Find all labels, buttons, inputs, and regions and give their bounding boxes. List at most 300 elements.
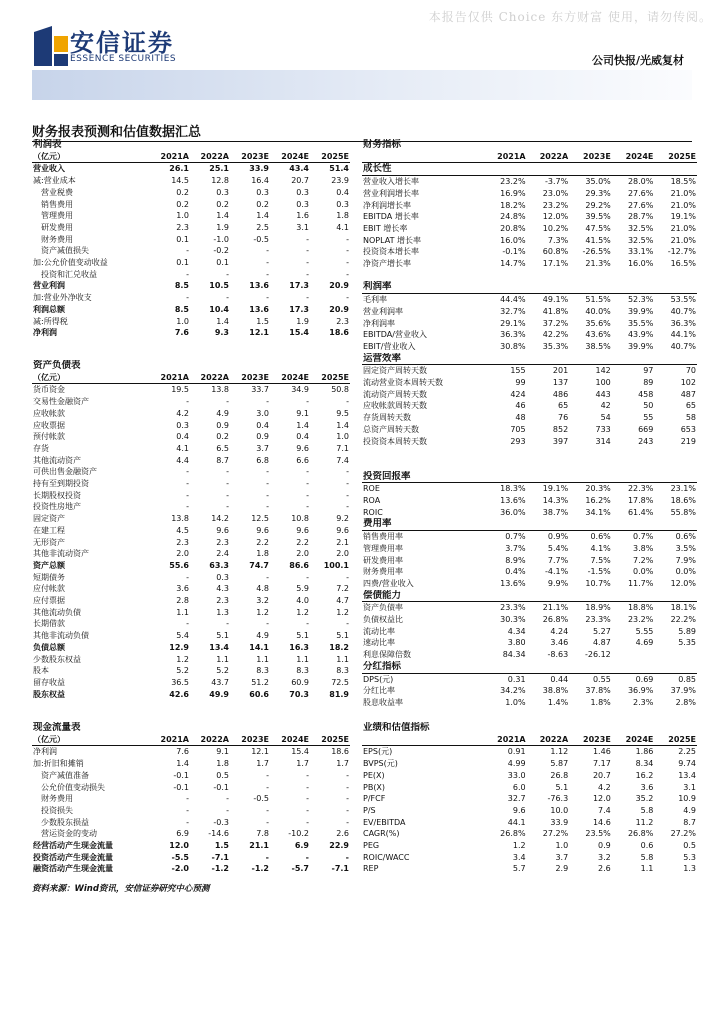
cell-value: 43.7 <box>211 677 229 687</box>
table-row <box>32 782 350 794</box>
table-row <box>32 537 350 549</box>
cell-value: 22.9 <box>329 841 349 851</box>
cell-value: 100 <box>595 378 611 388</box>
row-label: 投资资本增长率 <box>363 247 419 257</box>
cell-value: 2.3% <box>633 698 654 707</box>
cell-value: 1.12 <box>550 747 569 757</box>
row-label: 净资产增长率 <box>363 259 411 269</box>
table-row <box>362 447 697 459</box>
cell-value: 16.2% <box>585 496 611 506</box>
row-label: 长期股权投资 <box>33 490 81 500</box>
cell-value: - <box>346 490 349 500</box>
cell-value: 1.1 <box>296 654 309 664</box>
cell-value: - <box>226 490 229 500</box>
cell-value: 1.7 <box>336 759 349 769</box>
cell-value: 1.0% <box>505 698 526 707</box>
cell-value: - <box>305 852 309 862</box>
cell-value: 5.27 <box>592 626 611 636</box>
row-label: 长期借款 <box>33 619 65 629</box>
cell-value: 1.2 <box>336 607 349 617</box>
table-row <box>362 828 697 840</box>
cell-value: -0.5 <box>253 794 269 804</box>
table-row <box>32 863 350 875</box>
cell-value: 7.6 <box>174 328 189 338</box>
table-row <box>32 513 350 525</box>
cell-value: -3.7% <box>544 177 569 187</box>
table-header-row <box>32 734 350 746</box>
cell-value: 12.0 <box>592 794 611 804</box>
cell-value <box>527 459 570 471</box>
cell-value <box>654 590 697 602</box>
row-label: 管理费用率 <box>363 543 403 553</box>
cell-value: -0.5 <box>253 234 269 244</box>
cell-value <box>569 459 612 471</box>
cell-value: 54 <box>600 413 611 423</box>
row-label: EBITDA/营业收入 <box>363 330 427 340</box>
table-row <box>32 689 350 701</box>
cell-value: 18.8% <box>627 603 654 613</box>
cell-value: 9.5 <box>336 408 349 418</box>
cell-value: 0.3 <box>296 187 309 197</box>
row-label: ROE <box>363 484 380 494</box>
cell-value: 1.9 <box>296 316 309 326</box>
cell-value: -0.1 <box>213 782 229 792</box>
row-label: 费用率 <box>362 518 484 530</box>
cell-value: 5.8 <box>640 805 654 815</box>
cell-value: 20.9 <box>329 281 349 291</box>
cell-value: 1.4% <box>547 698 569 707</box>
cell-value: 2.3 <box>336 316 349 326</box>
cell-value: 1.7 <box>296 759 309 769</box>
cell-value: 35.2 <box>635 794 654 804</box>
cell-value: 0.85 <box>678 674 696 684</box>
cell-value: 33.7 <box>251 385 269 395</box>
unit-label <box>362 151 484 163</box>
cell-value: - <box>306 269 309 279</box>
cell-value: 7.17 <box>592 759 611 769</box>
cell-value: 3.2 <box>598 852 611 862</box>
section-row <box>362 518 697 530</box>
table-row <box>32 304 350 316</box>
table-row <box>362 211 697 223</box>
table-row <box>362 555 697 567</box>
row-label: 速动比率 <box>363 638 395 648</box>
cell-value: 23.2% <box>542 200 569 210</box>
cell-value: 27.2% <box>670 829 696 839</box>
cell-value: 51.5% <box>585 295 611 305</box>
cell-value <box>612 163 655 176</box>
row-label: 投资性房地产 <box>33 502 81 512</box>
cell-value: 0.9 <box>256 432 269 442</box>
cell-value: 3.46 <box>550 638 569 648</box>
row-label <box>362 270 484 282</box>
table-row <box>32 525 350 537</box>
cell-value: 4.2 <box>598 782 611 792</box>
table-row <box>32 163 350 175</box>
row-label: 加:公允价值变动收益 <box>33 258 108 268</box>
cell-value: 52.3% <box>627 295 654 305</box>
cell-value <box>612 518 655 530</box>
cell-value: 12.0% <box>542 212 569 222</box>
cell-value: 4.1% <box>590 543 611 553</box>
cell-value: - <box>346 782 349 792</box>
cell-value: 1.2 <box>296 607 309 617</box>
cell-value: 1.46 <box>592 747 611 757</box>
cell-value: 55.8% <box>670 507 696 517</box>
cell-value: 314 <box>595 436 611 446</box>
cell-value: - <box>346 619 349 629</box>
cell-value: 4.9 <box>683 805 696 815</box>
cell-value: 9.6 <box>512 805 526 815</box>
cell-value: - <box>226 269 229 279</box>
cell-value: 2.4 <box>216 549 229 559</box>
cell-value: - <box>266 805 269 815</box>
brand-name-cn: 安信证券 <box>70 28 174 57</box>
cell-value: - <box>346 258 349 268</box>
cell-value: 10.8 <box>291 514 309 524</box>
cell-value: 2.25 <box>678 747 696 757</box>
cell-value: 8.7 <box>216 455 229 465</box>
cell-value <box>612 270 655 282</box>
cell-value: 7.9% <box>675 555 696 565</box>
table-title-row <box>32 722 350 734</box>
cell-value: - <box>186 817 189 827</box>
table-row <box>362 578 697 590</box>
cell-value: 22.2% <box>670 615 696 625</box>
balance-sheet-table <box>32 360 350 700</box>
cell-value: 9.74 <box>678 759 696 769</box>
cell-value: 8.3 <box>296 666 309 676</box>
table-row <box>362 495 697 507</box>
cell-value: 5.1 <box>555 782 569 792</box>
cell-value: 17.3 <box>289 304 309 314</box>
year-header: 2021A <box>484 151 527 163</box>
cell-value: 36.3% <box>500 330 526 340</box>
cell-value: 38.8% <box>542 686 569 696</box>
cell-value: -2.0 <box>171 864 189 874</box>
cell-value: 33.1% <box>627 247 654 257</box>
row-label: 其他流动资产 <box>33 455 81 465</box>
cell-value: 8.34 <box>635 759 654 769</box>
cell-value: 3.1 <box>296 222 309 232</box>
cell-value: 32.7% <box>500 306 526 316</box>
cell-value: 51.2 <box>251 677 269 687</box>
cell-value: -7.1 <box>211 852 229 862</box>
row-label: DPS(元) <box>363 674 394 684</box>
table-row <box>362 758 697 770</box>
row-label: P/FCF <box>363 794 386 804</box>
row-label: 无形资产 <box>33 537 65 547</box>
row-label: 研发费用率 <box>363 555 403 565</box>
cell-value: 16.0% <box>627 259 654 269</box>
cell-value: 1.1 <box>216 654 229 664</box>
row-label: 财务费用率 <box>363 567 403 577</box>
row-label: 四费/营业收入 <box>363 578 414 588</box>
cell-value: 10.4 <box>209 304 229 314</box>
cell-value: 35.3% <box>542 341 569 351</box>
cell-value: 16.9% <box>500 188 526 198</box>
cell-value: 5.1 <box>296 631 309 641</box>
cell-value: 21.0% <box>670 235 696 245</box>
cell-value: 487 <box>680 389 696 399</box>
table-title: 现金流量表 <box>33 722 81 733</box>
cell-value: -1.0 <box>213 234 229 244</box>
cell-value: - <box>226 619 229 629</box>
report-tag: 公司快报/光威复材 <box>591 54 684 67</box>
row-label: 管理费用 <box>33 211 73 221</box>
row-label: 资产减值损失 <box>33 246 89 256</box>
cell-value: - <box>306 397 309 407</box>
table-row <box>362 649 697 661</box>
row-label: 存货周转天数 <box>363 413 411 423</box>
cell-value: 23.2% <box>627 615 654 625</box>
cell-value: 16.5% <box>670 259 696 269</box>
cell-value <box>654 163 697 176</box>
cell-value <box>484 163 527 176</box>
cell-value: 3.8% <box>633 543 654 553</box>
table-row <box>32 269 350 281</box>
cell-value: 3.0 <box>256 408 269 418</box>
cell-value: 0.9 <box>598 841 611 851</box>
cell-value: -0.3 <box>213 817 229 827</box>
cell-value: 0.3 <box>176 420 189 430</box>
cell-value: 14.1 <box>249 642 269 652</box>
year-header: 2025E <box>654 151 697 163</box>
cell-value: 65 <box>558 401 569 411</box>
cell-value: 21.1% <box>542 603 569 613</box>
row-label: 分红指标 <box>362 661 484 673</box>
cell-value: - <box>266 293 269 303</box>
cell-value: 705 <box>510 424 526 434</box>
table-row <box>362 782 697 794</box>
cell-value: 4.69 <box>635 638 654 648</box>
cell-value: -26.12 <box>584 650 611 660</box>
cell-value: 5.89 <box>678 626 696 636</box>
table-row <box>32 793 350 805</box>
row-label: 净利润 <box>33 328 57 338</box>
cell-value: 6.5 <box>216 443 229 453</box>
cell-value: 26.8% <box>542 615 569 625</box>
cell-value: 4.2 <box>176 408 189 418</box>
table-row <box>32 746 350 758</box>
cell-value: 40.0% <box>585 306 611 316</box>
cell-value: 0.3 <box>216 572 229 582</box>
cell-value <box>527 590 570 602</box>
cell-value: - <box>306 805 309 815</box>
table-row <box>32 455 350 467</box>
cell-value: 0.6% <box>675 532 696 542</box>
cell-value: 7.2% <box>633 555 654 565</box>
cell-value: 26.8% <box>627 829 654 839</box>
cell-value: 42.6 <box>169 689 189 699</box>
cell-value: 3.5% <box>675 543 696 553</box>
cell-value: 2.1 <box>336 537 349 547</box>
cell-value: 60.8% <box>542 247 569 257</box>
cell-value: 6.6 <box>296 455 309 465</box>
cell-value: - <box>186 805 189 815</box>
cell-value: 27.6% <box>627 200 654 210</box>
row-label: 营业税费 <box>33 187 73 197</box>
table-row <box>32 677 350 689</box>
cell-value: 89 <box>643 378 654 388</box>
row-label: NOPLAT 增长率 <box>363 235 422 245</box>
year-header: 2023E <box>230 372 270 384</box>
row-label: 货币资金 <box>33 385 65 395</box>
cell-value: 0.4% <box>505 567 526 577</box>
cell-value: 8.7 <box>683 817 696 827</box>
cell-value: 4.8 <box>256 584 269 594</box>
cell-value: 38.5% <box>585 341 611 351</box>
cell-value: - <box>186 269 189 279</box>
row-label: 资产减值准备 <box>33 770 89 780</box>
table-row <box>32 583 350 595</box>
table-row <box>32 478 350 490</box>
cell-value: 72.5 <box>331 677 349 687</box>
cell-value: 4.4 <box>176 455 189 465</box>
table-row <box>32 828 350 840</box>
table-row <box>32 420 350 432</box>
cell-value: 4.99 <box>507 759 526 769</box>
table-row <box>362 306 697 318</box>
cell-value: 9.9% <box>547 578 569 588</box>
cash-flow-table <box>32 722 350 875</box>
table-row <box>32 572 350 584</box>
row-label: 留存收益 <box>33 677 65 687</box>
table-row <box>362 400 697 412</box>
table-title-row <box>362 139 697 151</box>
row-label: 负债权益比 <box>363 615 403 625</box>
cell-value: 4.9 <box>216 408 229 418</box>
cell-value: 2.3 <box>216 596 229 606</box>
cell-value: 36.3% <box>670 318 696 328</box>
cell-value: - <box>266 246 269 256</box>
cell-value: - <box>186 467 189 477</box>
table-row <box>32 665 350 677</box>
row-label: EBITDA 增长率 <box>363 212 419 222</box>
cell-value: 0.4 <box>256 420 269 430</box>
cell-value: 5.87 <box>550 759 569 769</box>
cell-value: -14.6 <box>208 829 229 839</box>
row-label: 少数股东损益 <box>33 817 89 827</box>
unit-label <box>362 734 484 746</box>
cell-value: 6.9 <box>176 829 189 839</box>
cell-value <box>569 471 612 483</box>
cell-value <box>484 661 527 673</box>
cell-value <box>654 518 697 530</box>
cell-value: 9.6 <box>256 525 269 535</box>
cell-value <box>612 459 655 471</box>
row-label: 固定资产周转天数 <box>363 366 427 376</box>
cell-value: - <box>266 619 269 629</box>
cell-value: 1.1 <box>256 654 269 664</box>
cell-value: - <box>186 490 189 500</box>
table-row <box>362 200 697 212</box>
cell-value: 17.3 <box>289 281 309 291</box>
table-row <box>362 697 697 709</box>
cell-value: -0.1 <box>173 782 189 792</box>
cell-value: 219 <box>680 436 696 446</box>
cell-value: 19.1% <box>670 212 696 222</box>
cell-value: 70.3 <box>289 689 309 699</box>
cell-value: 32.5% <box>627 235 654 245</box>
cell-value <box>527 353 570 365</box>
table-row <box>32 840 350 852</box>
cell-value: 1.4 <box>296 420 309 430</box>
cell-value: 4.1 <box>176 443 189 453</box>
cell-value: 0.9 <box>216 420 229 430</box>
cell-value: 44.1 <box>507 817 526 827</box>
cell-value: 13.8 <box>171 514 189 524</box>
cell-value: 14.5 <box>171 176 189 186</box>
cell-value: - <box>186 246 189 256</box>
cell-value: 28.0% <box>627 177 654 187</box>
cell-value: 5.8 <box>640 852 654 862</box>
cell-value: 36.9% <box>627 686 654 696</box>
cell-value: 39.5% <box>585 212 611 222</box>
cell-value: 63.3 <box>209 560 229 570</box>
table-row <box>362 566 697 578</box>
cell-value: 1.7 <box>256 759 269 769</box>
cell-value: 0.1 <box>216 258 229 268</box>
cell-value: 13.4 <box>678 770 696 780</box>
table-title-row <box>362 722 697 734</box>
cell-value: 26.8% <box>500 829 526 839</box>
cell-value: 137 <box>552 378 569 388</box>
table-row <box>362 840 697 852</box>
cell-value: 3.7 <box>555 852 569 862</box>
table-row <box>362 459 697 471</box>
table-row <box>362 424 697 436</box>
cell-value: 155 <box>510 366 526 376</box>
cell-value: -5.7 <box>291 864 309 874</box>
cell-value: 0.1 <box>176 258 189 268</box>
table-row <box>362 863 697 875</box>
table-row <box>362 235 697 247</box>
cell-value: 49.1% <box>542 295 569 305</box>
cell-value <box>612 447 655 459</box>
table-row <box>32 408 350 420</box>
cell-value <box>612 590 655 602</box>
cell-value: 27.6% <box>627 188 654 198</box>
cell-value <box>569 281 612 293</box>
cell-value: 13.4 <box>209 642 229 652</box>
table-row <box>32 758 350 770</box>
cell-value: 1.0 <box>336 432 349 442</box>
row-label: BVPS(元) <box>363 759 398 769</box>
section-row <box>362 281 697 293</box>
cell-value: -26.5% <box>582 247 611 257</box>
cell-value: 12.5 <box>251 514 269 524</box>
cell-value: 50.8 <box>331 385 349 395</box>
cell-value: 76 <box>558 413 569 423</box>
table-row <box>32 490 350 502</box>
cell-value: 15.4 <box>291 747 309 757</box>
cell-value: 243 <box>638 436 654 446</box>
cell-value: 84.34 <box>502 650 526 660</box>
row-label: 营运资金的变动 <box>33 829 97 839</box>
cell-value: 12.1 <box>251 747 269 757</box>
row-label: 流动资产周转天数 <box>363 389 427 399</box>
cell-value: 0.6 <box>640 841 654 851</box>
cell-value: 9.6 <box>216 525 229 535</box>
row-label: 投资资本周转天数 <box>363 436 427 446</box>
cell-value: 7.1 <box>336 443 349 453</box>
cell-value: 8.3 <box>336 666 349 676</box>
cell-value: 2.3 <box>176 537 189 547</box>
cell-value: 35.5% <box>627 318 654 328</box>
cell-value: 16.2 <box>635 770 654 780</box>
cell-value: 7.2 <box>336 584 349 594</box>
